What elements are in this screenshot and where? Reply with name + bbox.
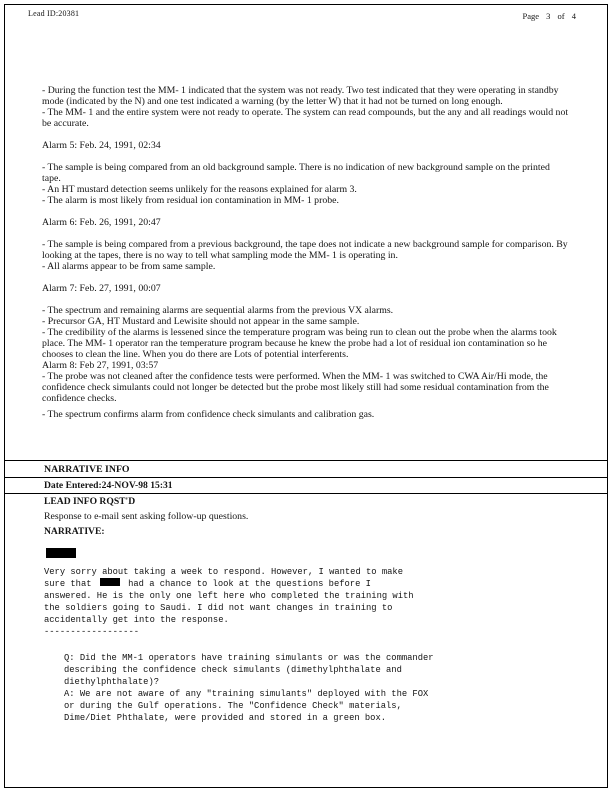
bullet-line: - Precursor GA, HT Mustard and Lewisite should not appear in the same sample.	[42, 316, 360, 327]
dashes-divider: ------------------	[44, 627, 140, 637]
bullet-line: - The spectrum and remaining alarms are sequential alarms from the previous VX alarms.	[42, 305, 394, 316]
bullet-line: - The alarm is most likely from residual ion contamination in MM- 1 probe.	[42, 195, 339, 206]
bullet-line: - During the function test the MM- 1 indicated that the system was not ready. Two test indicated that they were operating in standby mode (indicated by the N) and one test indicated a warning (by the letter W) that it had not be turned on long enough.	[42, 85, 559, 107]
date-entered-line	[42, 478, 570, 493]
alarm-heading: Alarm 7: Feb. 27, 1991, 00:07	[42, 283, 161, 294]
email-text: had a chance to look at the questions before I answered. He is the only one left here who completed the training with the soldiers going to Saudi. I did not want changes in training to accidentally get into the response.	[44, 579, 414, 625]
alarm-bullets	[42, 239, 570, 272]
document-content	[42, 85, 570, 724]
narrative-info-title: NARRATIVE INFO	[44, 464, 130, 475]
bullet-line: - The credibility of the alarms is lessened since the temperature program was being run to clean out the probe when the alarms took place. The MM- 1 operator ran the temperature program because he knew the probe had a lot of residual ion contamination so he chooses to clean the line. When you do there are Lots of potential interferents.	[42, 327, 557, 360]
date-entered-value: 24-NOV-98 15:31	[101, 480, 173, 491]
redaction-box	[46, 548, 76, 558]
bullet-line: - The MM- 1 and the entire system were not ready to operate. The system can read compounds, but the any and all readings would not be accurate.	[42, 107, 569, 129]
page-number: Page 3 of 4	[522, 11, 576, 21]
lead-info-label: LEAD INFO RQST'D	[44, 496, 136, 507]
narrative-info-section	[42, 460, 570, 724]
question-answer-block	[64, 652, 570, 724]
alarm-bullets	[42, 305, 570, 360]
bullet-line: - The sample is being compared from a previous background, the tape does not indicate a new background sample for comparison. By looking at the tapes, there is no way to tell what sampling mode the MM- 1 is operating in.	[42, 239, 568, 261]
question-paragraph: Q: Did the MM-1 operators have training simulants or was the commander describing the confidence check simulants (dimethylphthalate and diethylphthalate)?	[64, 653, 434, 687]
bullet-line: - The sample is being compared from an old background sample. There is no indication of new background sample on the printed tape.	[42, 162, 550, 184]
alarm-heading: Alarm 5: Feb. 24, 1991, 02:34	[42, 140, 161, 151]
response-line: Response to e-mail sent asking follow-up questions.	[44, 511, 249, 522]
answer-paragraph: A: We are not aware of any "training simulants" deployed with the FOX or during the Gulf operations. The "Confidence Check" materials, Dime/Diet Phthalate, were provided and stored in a green box.	[64, 689, 429, 723]
narrative-label: NARRATIVE:	[44, 526, 105, 537]
lead-id: Lead ID:20381	[28, 9, 80, 18]
email-text: Very sorry about taking a week to respond. However, I wanted to make sure that	[44, 567, 403, 589]
alarm-bullets	[42, 162, 570, 206]
date-entered-label: Date Entered:	[44, 480, 102, 491]
email-paragraph	[42, 566, 420, 626]
alarm-heading: Alarm 6: Feb. 26, 1991, 20:47	[42, 217, 161, 228]
alarm-bullets	[42, 371, 570, 420]
bullet-line: - All alarms appear to be from same sample.	[42, 261, 216, 272]
redaction-box-inline	[100, 578, 120, 586]
alarm-heading: Alarm 8: Feb 27, 1991, 03:57	[42, 360, 159, 371]
bullet-line: - The probe was not cleaned after the confidence tests were performed. When the MM- 1 was switched to CWA Air/Hi mode, the confidence check simulants could not longer be detected but the probe most likely still had some residual contamination from the confidence checks.	[42, 371, 549, 404]
bullet-line: - An HT mustard detection seems unlikely for the reasons explained for alarm 3.	[42, 184, 357, 195]
bullet-line: - The spectrum confirms alarm from confidence check simulants and calibration gas.	[42, 409, 375, 420]
